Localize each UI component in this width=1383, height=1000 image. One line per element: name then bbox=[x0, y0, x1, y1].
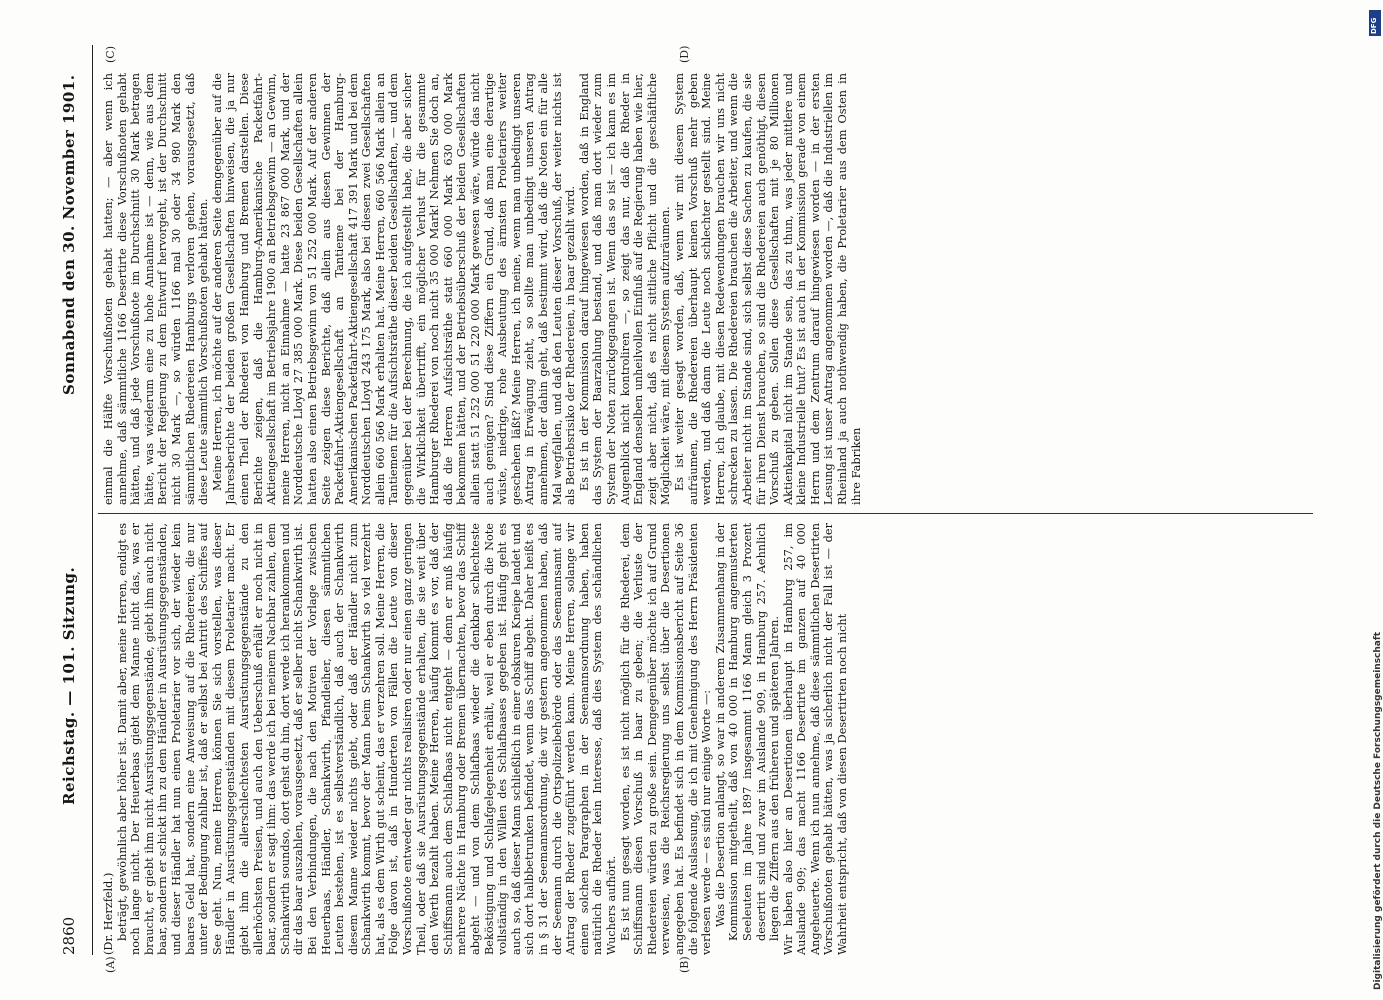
column-divider bbox=[98, 513, 1313, 514]
paragraph: einmal die Hälfte Vorschußnoten gehabt hatten; — aber wenn ich annehme, daß sämmtliche 1166 Desertirte diese Vorschußnoten gehabt hätten, und daß jede Vorschußnote im Durchschnitt 30 Mark betragen hätte, was wiederum eine zu hohe Annahme ist — denn, wie aus dem Bericht der Regierung zu dem Entwurf hervorgeht, ist der Durchschnitt nicht 30 Mark —, so würden 1166 mal 30 oder 34 980 Mark den sämmtlichen Rhedereien Hamburgs verloren gehen, vorausgesetzt, daß diese Leute sämmtlich Vorschußnoten gehabt hätten. bbox=[102, 73, 211, 505]
paragraph: Es ist nun gesagt worden, es ist nicht möglich für die Rhederei, dem Schiffsmann diesen Vorschuß in baar zu geben; die Verluste der Rhedereien würden zu große sein. Demgegenüber möchte ich auf Grund verweisen, was die Reichsregierung uns selbst über die Desertionen angegeben hat. Es befindet sich in dem Kommissionsbericht auf Seite 36 die folgende Auslassung, die ich mit Genehmigung des Herrn Präsidenten verlesen werde — es sind nur einige Worte —: bbox=[618, 523, 714, 955]
margin-letter-d: (D) bbox=[678, 45, 691, 63]
right-text-column bbox=[102, 73, 1312, 505]
paragraph: Es ist in der Kommission darauf hingewiesen worden, daß in England das System der Baarzahlung bestand, und daß man dort wieder zum System der Noten zurückgegangen ist. Wenn das so ist — ich kann es im Augenblick nicht kontroliren —, so zeigt das nur, daß die Rheder in England denselben unheilvollen Einfluß auf die Regierung haben wie hier, zeigt aber nicht, daß es nicht sittliche Pflicht und die geschäftliche Möglichkeit wäre, mit diesem System aufzuräumen. bbox=[577, 73, 673, 505]
running-title: Reichstag. — 101. Sitzung. bbox=[60, 566, 78, 805]
page-header bbox=[58, 45, 80, 955]
paragraph: beträgt, gewöhnlich aber höher ist. Damit aber, meine Herren, endigt es noch lange nicht. Der Heuerbaas giebt dem Manne nicht das, was er braucht, er giebt ihm nicht Ausrüstungsgegenstände, giebt ihm auch nicht baar, sondern er schickt ihn zu dem Händler in Ausrüstungsgegenständen, und dieser Händler hat nun einen Proletarier vor sich, der wieder kein baares Geld hat, sondern eine Anweisung auf die Rhedereien, die nur unter der Bedingung zahlbar ist, daß er selbst bei Antritt des Schiffes auf See geht. Nun, meine Herren, können Sie sich vorstellen, was dieser Händler in Ausrüstungsgegenständen mit diesem Proletarier macht. Er giebt ihm die allerschlechtesten Ausrüstungsgegenstände zu den allerhöchsten Preisen, und auch den Ueberschuß erhält er noch nicht in baar, sondern er sagt ihm: das werde ich bei meinem Nachbar zahlen, dem Schankwirth soundso, dort gehst du hin, dort werde ich herankommen und dir das baar auszahlen, vorausgesetzt, daß er selber nicht Schankwirth ist. Bei den Verbindungen, die nach den Motiven der Vorlage zwischen Heuerbaas, Händler, Schankwirth, Pfandleiher, diesen sämmtlichen Leuten bestehen, ist es selbstverständlich, daß auch der Schankwirth diesem Manne wieder nichts giebt, oder daß der Händler nicht zum Schankwirth kommt, bevor der Mann beim Schankwirth so viel verzehrt hat, als es dem Wirth gut scheint, das er verzehren soll. Meine Herren, die Folge davon ist, daß in Hunderten von Fällen die Leute von dieser Vorschußnote entweder gar nichts realisiren oder nur einen ganz geringen Theil, oder daß sie Ausrüstungsgegenstände erhalten, die sie weit über den Werth bezahlt haben. Meine Herren, häufig kommt es vor, daß der Schiffsmann auch dem Schlafbaas nicht entgeht — denn er muß häufig mehrere Nächte in Hamburg oder Bremen übernachten, bevor das Schiff abgeht — und von dem Schlafbaas wieder die denkbar schlechteste Beköstigung und Schlafgelegenheit erhält, weil er eben durch die Note vollständig in den Willen des Schlafbaases gegeben ist. Häufig geht es auch so, daß dieser Mann schließlich in einer obskuren Kneipe landet und sich dort halbbetrunken befindet, wenn das Schiff abgeht. Daher heißt es in § 31 der Seemannsordnung, die wir gestern angenommen haben, daß der Seemann durch die Ortspolizeibehörde oder das Seemannsamt auf Antrag der Rheder zugeführt werden kann. Meine Herren, solange wir einen solchen Paragraphen in der Seemannsordnung haben, haben natürlich die Rheder kein Interesse, daß dies System des schändlichen Wuchers aufhört. bbox=[115, 523, 618, 955]
header-rule bbox=[92, 45, 93, 955]
dfg-logo: DFG bbox=[1369, 10, 1381, 36]
quoted-paragraph: Was die Desertion anlangt, so war in anderem Zusammenhang in der Kommission mitgetheilt, daß von 40 000 in Hamburg angemusterten Seeleuten im Jahre 1897 insgesammt 1166 Mann gleich 3 Prozent desertirt sind und zwar im Auslande 909, in Hamburg 257. Aehnlich liegen die Ziffern aus den früheren und späteren Jahren. bbox=[713, 523, 782, 941]
rotated-page-content bbox=[58, 45, 1348, 973]
digitization-credit: Digitalisierung gefördert durch die Deutsche Forschungsgemeinschaft bbox=[1373, 631, 1383, 990]
session-date: Sonnabend den 30. November 1901. bbox=[60, 74, 78, 395]
paragraph: Wir haben also hier an Desertionen überhaupt in Hamburg 257, im Auslande 909; das macht 1166 Desertirte im ganzen auf 40 000 Angeheuerte. Wenn ich nun annehme, daß diese sämmtlichen Desertirten Vorschußnoten gehabt hätten, was ja sicherlich nicht der Fall ist — der Wahrheit entspricht, daß von diesen Desertirten noch nicht bbox=[781, 523, 850, 955]
margin-letter-b: (B) bbox=[678, 956, 691, 973]
speaker-label: (Dr. Herzfeld.) bbox=[102, 872, 115, 955]
paragraph: Meine Herren, ich möchte auf der anderen Seite demgegenüber auf die Jahresberichte der beiden großen Gesellschaften hinweisen, die ja nur einen Theil der Rhederei von Hamburg und Bremen darstellen. Diese Berichte zeigen, daß die Hamburg-Amerikanische Packetfahrt-Aktiengesellschaft im Betriebsjahre 1900 an Betriebsgewinn — an Gewinn, meine Herren, nicht an Einnahme — hatte 23 867 000 Mark, und der Norddeutsche Lloyd 27 385 000 Mark. Diese beiden Gesellschaften allein hatten also einen Betriebsgewinn von 51 252 000 Mark. Auf der anderen Seite zeigen diese Berichte, daß allein aus diesen Gewinnen der Packetfahrt-Aktiengesellschaft an Tantieme bei der Hamburg-Amerikanischen Packetfahrt-Aktiengesellschaft 417 391 Mark und bei dem Norddeutschen Lloyd 243 175 Mark, also bei diesen zwei Gesellschaften allein 660 566 Mark erhalten hat. Meine Herren, 660 566 Mark allein an Tantiemen für die Aufsichtsräthe dieser beiden Gesellschaften, — und dem gegenüber bei der Berechnung, die ich aufgestellt habe, die aber sicher die Wirklichkeit übertrifft, ein möglicher Verlust für die gesammte Hamburger Rhederei von noch nicht 35 000 Mark! Nehmen Sie doch an, daß die Herren Aufsichtsräthe statt 660 000 Mark 630 000 Mark bekommen hätten, und der Betriebsüberschuß der beiden Gesellschaften allein statt 51 252 000 51 220 000 Mark gewesen wäre, würde das nicht auch genügen? Sind diese Ziffern ein Grund, daß man eine derartige wüste, niedrige, rohe Ausbeutung des ärmsten Proletariers weiter geschehen läßt? Meine Herren, ich meine, wenn man unbedingt unseren Antrag in Erwägung zieht, so sollte man unbedingt unseren Antrag annehmen, der dahin geht, daß bestimmt wird, daß die Noten ein für alle Mal wegfallen, und daß den Leuten dieser Vorschuß, der weiter nichts ist als Betriebsrisiko der Rhedereien, in baar gezahlt wird. bbox=[210, 73, 578, 505]
margin-letter-c: (C) bbox=[104, 46, 117, 63]
paragraph: Es ist weiter gesagt worden, daß, wenn wir mit diesem System aufräumen, die Rhedereien überhaupt keinen Vorschuß mehr geben werden, und daß dann die Leute noch schlechter gestellt sind. Meine Herren, ich glaube, mit diesen Redewendungen brauchen wir uns nicht schrecken zu lassen. Die Rhedereien brauchen die Arbeiter, und wenn die Arbeiter nicht im Stande sind, sich selbst diese Sachen zu kaufen, die sie für ihren Dienst brauchen, so sind die Rhedereien auch genöthigt, diesen Vorschuß zu geben. Sollen diese Gesellschaften mit je 80 Millionen Aktienkapital nicht im Stande sein, das zu thun, was jeder mittlere und kleine Industrielle thut? Es ist auch in der Kommission gerade von einem Herrn und dem Zentrum darauf hingewiesen worden — in der ersten Lesung ist unser Antrag angenommen worden —, daß die Industriellen im Rheinland ja auch nothwendig haben, die Proletarier aus dem Osten in ihre Fabriken bbox=[672, 73, 863, 505]
margin-letter-a: (A) bbox=[104, 956, 117, 973]
page-number: 2860 bbox=[60, 916, 78, 955]
left-text-column bbox=[102, 523, 1312, 955]
